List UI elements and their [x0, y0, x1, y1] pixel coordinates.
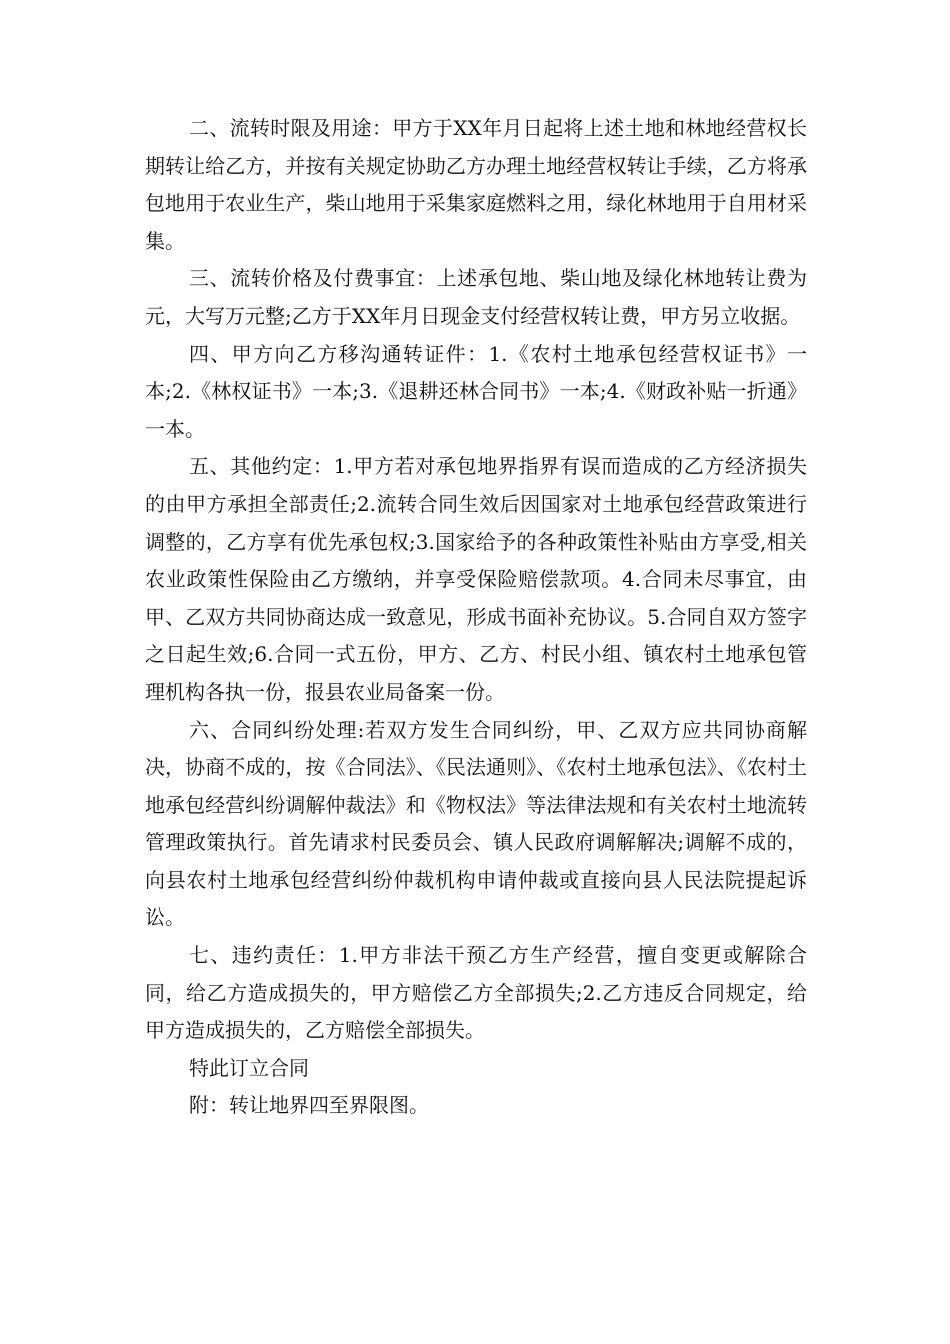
paragraph-term-and-use: 二、流转时限及用途：甲方于XX年月日起将上述土地和林地经营权长期转让给乙方，并按有关规定协助乙方办理土地经营权转让手续，乙方将承包地用于农业生产，柴山地用于采集家庭燃料之用，绿化林地用于自用材采集。 — [145, 116, 807, 253]
paragraph-other-agreements: 五、其他约定：1.甲方若对承包地界指界有误而造成的乙方经济损失的由甲方承担全部责任;2.流转合同生效后因国家对土地承包经营政策进行调整的，乙方享有优先承包权;3.国家给予的各种政策性补贴由方享受,相关农业政策性保险由乙方缴纳，并享受保险赔偿款项。4.合同未尽事宜，由甲、乙双方共同协商达成一致意见，形成书面补充协议。5.合同自双方签字之日起生效;6.合同一式五份，甲方、乙方、村民小组、镇农村土地承包管理机构各执一份，报县农业局备案一份。 — [145, 454, 807, 704]
paragraph-attachment: 附：转让地界四至界限图。 — [189, 1093, 429, 1118]
paragraph-conclusion: 特此订立合同 — [189, 1055, 309, 1080]
paragraph-price-and-payment: 三、流转价格及付费事宜：上述承包地、柴山地及绿化林地转让费为元，大写万元整;乙方于XX年月日现金支付经营权转让费，甲方另立收据。 — [145, 266, 807, 328]
paragraph-breach-liability: 七、违约责任：1.甲方非法干预乙方生产经营，擅自变更或解除合同，给乙方造成损失的，甲方赔偿乙方全部损失;2.乙方违反合同规定，给甲方造成损失的，乙方赔偿全部损失。 — [145, 943, 807, 1043]
paragraph-certificates: 四、甲方向乙方移沟通转证件：1.《农村土地承包经营权证书》一本;2.《林权证书》一本;3.《退耕还林合同书》一本;4.《财政补贴一折通》一本。 — [145, 341, 807, 441]
paragraph-dispute-resolution: 六、合同纠纷处理:若双方发生合同纠纷，甲、乙双方应共同协商解决，协商不成的，按《合同法》、《民法通则》、《农村土地承包法》、《农村土地承包经营纠纷调解仲裁法》和《物权法》等法律法规和有关农村土地流转管理政策执行。首先请求村民委员会、镇人民政府调解解决;调解不成的，向县农村土地承包经营纠纷仲裁机构申请仲裁或直接向县人民法院提起诉讼。 — [145, 717, 807, 930]
document-body — [145, 110, 807, 1125]
